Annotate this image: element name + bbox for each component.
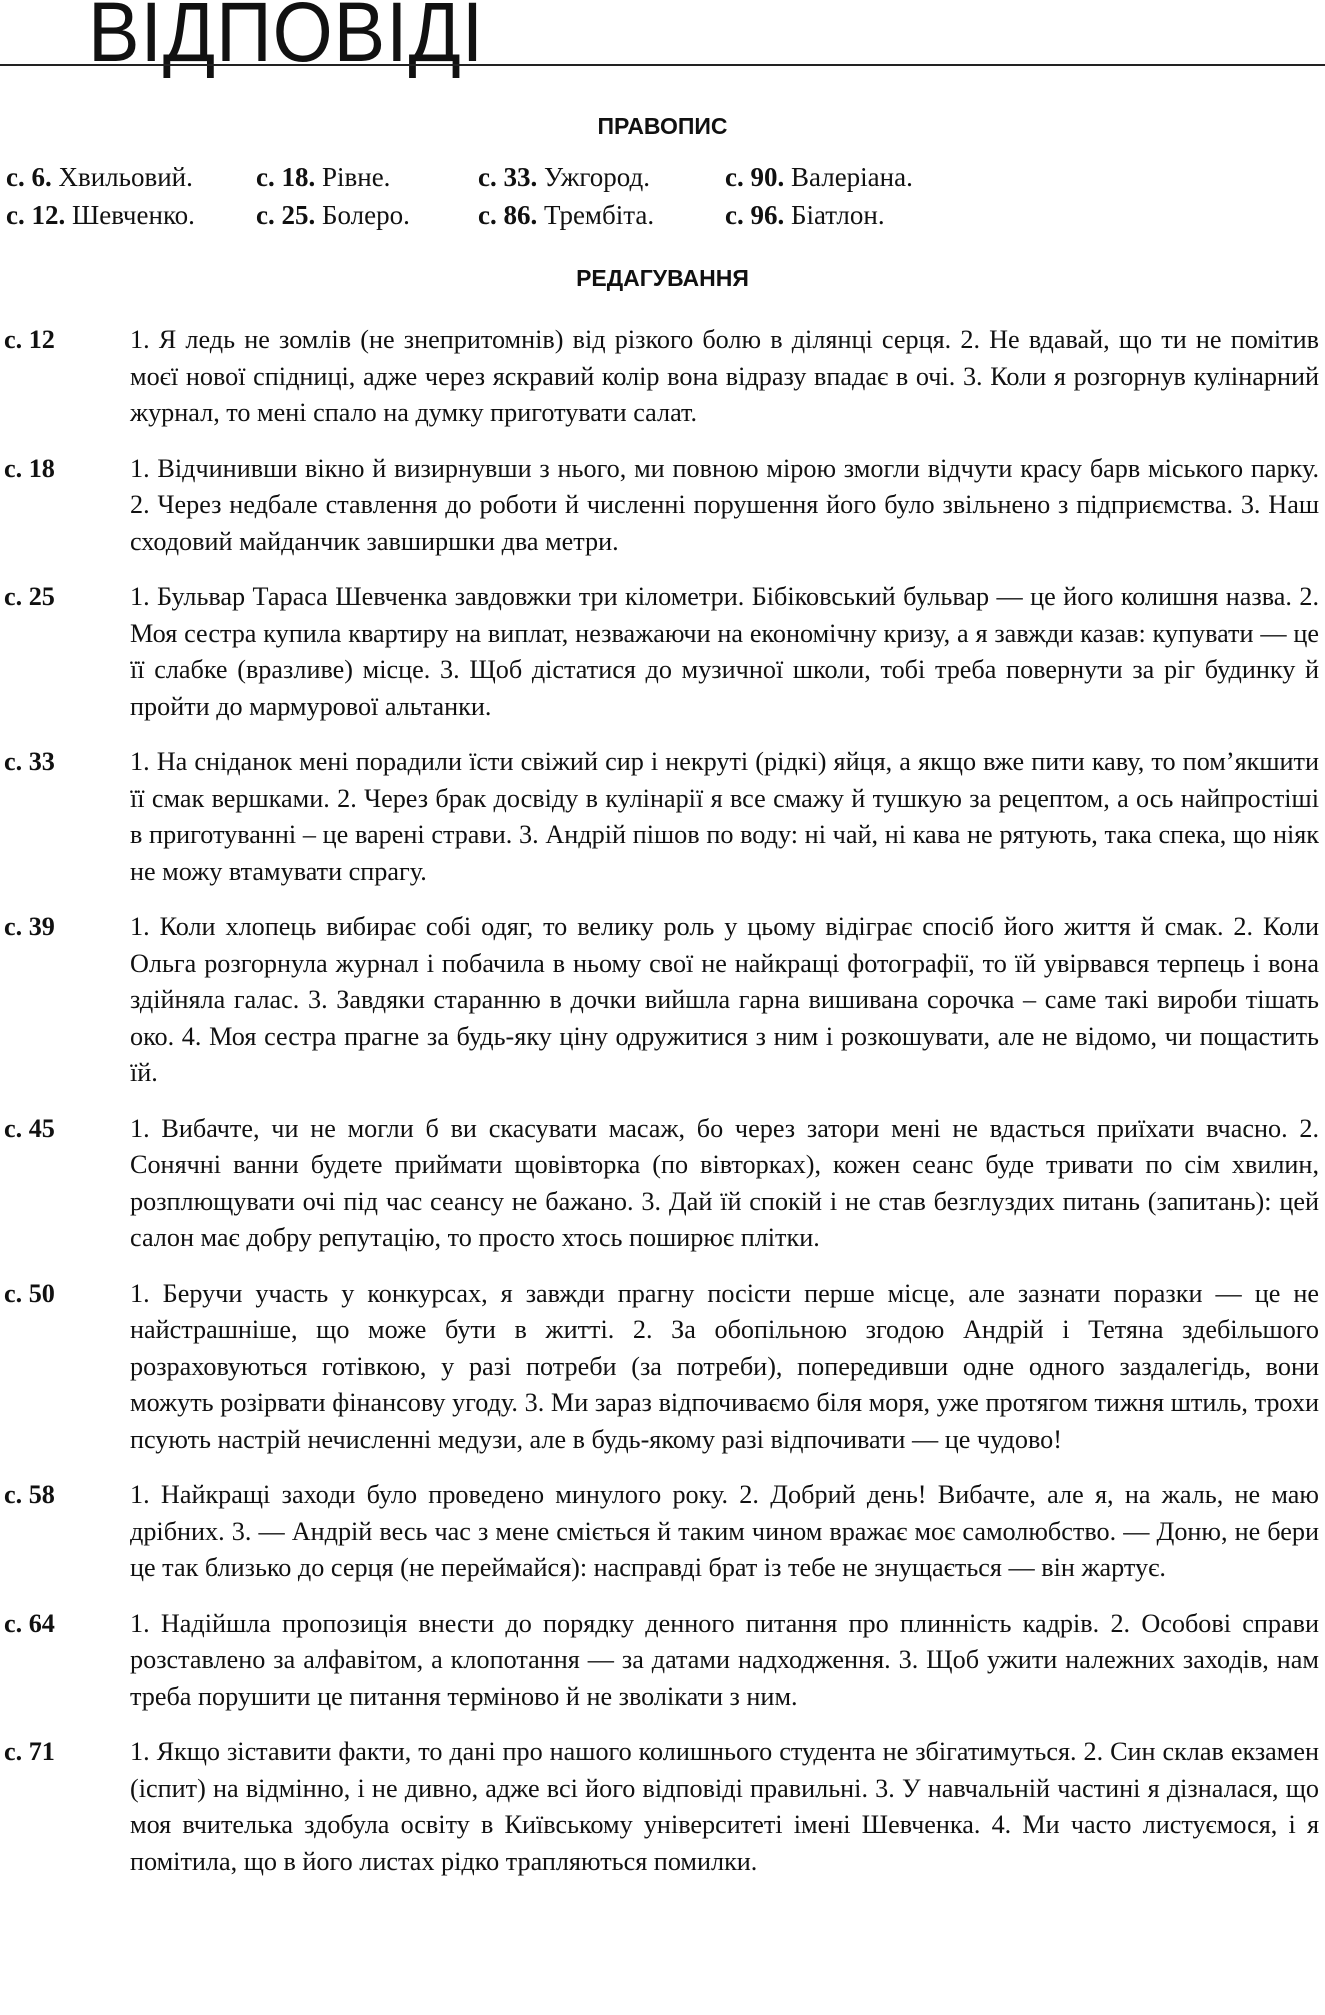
spelling-item <box>478 196 725 234</box>
spelling-item <box>256 196 478 234</box>
answer-entry <box>0 579 1319 725</box>
answer-word: Хвильовий. <box>58 162 193 192</box>
editing-answers <box>0 322 1325 1899</box>
entry-page-ref: с. 58 <box>4 1480 55 1509</box>
spelling-item <box>6 158 256 196</box>
entry-page-ref: с. 18 <box>4 453 55 483</box>
page-ref: с. 18. <box>256 162 316 192</box>
spelling-heading: ПРАВОПИС <box>597 113 728 139</box>
entry-page-ref: с. 71 <box>4 1737 55 1766</box>
title-underline <box>0 64 1325 66</box>
spelling-item <box>6 196 256 234</box>
page-ref: с. 33. <box>478 162 538 192</box>
spelling-item <box>725 196 985 234</box>
entry-page-ref: с. 45 <box>4 1113 55 1143</box>
spelling-answers <box>6 158 985 234</box>
editing-heading: РЕДАГУВАННЯ <box>576 265 749 291</box>
answer-entry <box>0 1606 1319 1716</box>
entry-text: 1. Коли хлопець вибирає собі одяг, то велику роль у цьому відіграє спосіб його життя й смак. 2. Коли Ольга розгорнула журнал і побачила в ньому свої не найкращі фотографії, то їй увірвався терпець і вона здійняла галас. 3. Завдяки старанню в дочки вийшла гарна вишивана сорочка – саме такі вироби тішать око. 4. Моя сестра прагне за будь-яку ціну одружитися з ним і розкошувати, але не відомо, чи пощастить їй. <box>130 912 1319 1087</box>
answer-word: Болеро. <box>321 200 410 230</box>
page-ref: с. 96. <box>725 200 785 230</box>
spelling-row <box>6 196 985 234</box>
entry-text: 1. Вибачте, чи не могли б ви скасувати масаж, бо через затори мені не вдасться приїхати вчасно. 2. Сонячні ванни будете приймати щовівторка (по вівторках), кожен сеанс буде тривати по сім хвилин, розплющувати очі під час сеансу не бажано. 3. Дай їй спокій і не став безглуздих питань (запитань): цей салон має добру репутацію, то просто хтось поширює плітки. <box>130 1113 1319 1252</box>
entry-text: 1. Відчинивши вікно й визирнувши з нього, ми повною мірою змогли відчути красу барв міського парку. 2. Через недбале ставлення до роботи й численні порушення його було звільнено з підприємства. 3. Наш сходовий майданчик завширшки два метри. <box>130 453 1319 556</box>
spelling-item <box>256 158 478 196</box>
page-ref: с. 86. <box>478 200 538 230</box>
answer-entry <box>0 451 1319 561</box>
page-ref: с. 25. <box>256 200 316 230</box>
spelling-item <box>478 158 725 196</box>
answer-entry <box>0 1734 1319 1880</box>
answer-word: Біатлон. <box>790 200 885 230</box>
entry-page-ref: с. 50 <box>4 1278 55 1308</box>
page-ref: с. 90. <box>725 162 785 192</box>
spelling-item <box>725 158 985 196</box>
entry-page-ref: с. 33 <box>4 747 55 776</box>
page-ref: с. 12. <box>6 200 66 230</box>
entry-page-ref: с. 12 <box>4 325 55 354</box>
answer-word: Ужгород. <box>543 162 650 192</box>
answer-word: Шевченко. <box>71 200 195 230</box>
spelling-row <box>6 158 985 196</box>
answer-entry <box>0 322 1319 432</box>
page-ref: с. 6. <box>6 162 52 192</box>
entry-text: 1. На сніданок мені порадили їсти свіжий сир і некруті (рідкі) яйця, а якщо вже пити каву, то пом’якшити її смак вершками. 2. Через брак досвіду в кулінарії я все смажу й тушкую за рецептом, а ось найпростіші в приготуванні – це варені страви. 3. Андрій пішов по воду: ні чай, ні кава не рятують, така спека, що ніяк не можу втамувати спрагу. <box>130 747 1319 886</box>
answer-entry <box>0 909 1319 1092</box>
entry-page-ref: с. 39 <box>4 912 55 941</box>
entry-text: 1. Я ледь не зомлів (не знепритомнів) від різкого болю в ділянці серця. 2. Не вдавай, що ти не помітив моєї нової спідниці, адже через яскравий колір вона відразу впадає в очі. 3. Коли я розгорнув кулінарний журнал, то мені спало на думку приготувати салат. <box>130 325 1319 427</box>
entry-text: 1. Найкращі заходи було проведено минулого року. 2. Добрий день! Вибачте, але я, на жаль, не маю дрібних. 3. — Андрій весь час з мене сміється й таким чином вражає моє самолюбство. — Доню, не бери це так близько до серця (не переймайся): насправді брат із тебе не знущається — він жартує. <box>130 1480 1319 1582</box>
answer-word: Валеріана. <box>790 162 913 192</box>
answer-word: Трембіта. <box>543 200 655 230</box>
entry-text: 1. Беручи участь у конкурсах, я завжди прагну посісти перше місце, але зазнати поразки — це не найстрашніше, що може бути в житті. 2. За обопільною згодою Андрій і Тетяна здебільшого розраховуються готівкою, у разі потреби (за потреби), попередивши одне одного заздалегідь, вони можуть розірвати фінансову угоду. 3. Ми зараз відпочиваємо біля моря, уже протягом тижня штиль, трохи псують настрій нечисленні медузи, але в будь-якому разі відпочивати — це чудово! <box>130 1278 1319 1454</box>
entry-page-ref: с. 64 <box>4 1608 55 1638</box>
page-title: ВІДПОВІДІ <box>88 0 485 79</box>
entry-text: 1. Надійшла пропозиція внести до порядку денного питання про плинність кадрів. 2. Особові справи розставлено за алфавітом, а клопотання — за датами надходження. 3. Щоб ужити належних заходів, нам треба порушити це питання терміново й не зволікати з ним. <box>130 1608 1319 1711</box>
answer-entry <box>0 1111 1319 1257</box>
answer-entry <box>0 1477 1319 1587</box>
entry-text: 1. Якщо зіставити факти, то дані про нашого колишнього студента не збігатимуться. 2. Син склав екзамен (іспит) на відмінно, і не дивно, адже всі його відповіді правильні. 3. У навчальній частині я дізналася, що моя вчителька здобула освіту в Київському університеті імені Шевченка. 4. Ми часто листуємося, і я помітила, що в його листах рідко трапляються помилки. <box>130 1737 1319 1876</box>
entry-text: 1. Бульвар Тараса Шевченка завдовжки три кілометри. Бібіковський бульвар — це його колишня назва. 2. Моя сестра купила квартиру на виплат, незважаючи на економічну кризу, а я завжди казав: купувати — це її слабке (вразливе) місце. 3. Щоб дістатися до музичної школи, тобі треба повернути за ріг будинку й пройти до мармурової альтанки. <box>130 582 1319 721</box>
answer-entry <box>0 1276 1319 1459</box>
entry-page-ref: с. 25 <box>4 582 55 611</box>
answer-entry <box>0 744 1319 890</box>
answer-word: Рівне. <box>321 162 391 192</box>
